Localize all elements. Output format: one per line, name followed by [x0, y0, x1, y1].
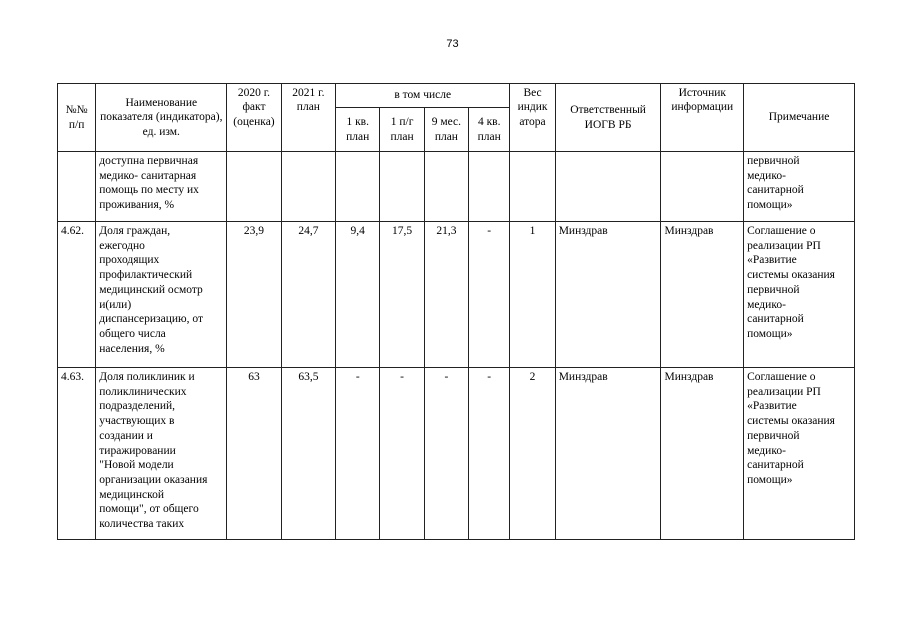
row-source: Минздрав	[661, 222, 744, 368]
header-h1: 1 п/г план	[380, 108, 424, 152]
row-plan-2021: 24,7	[281, 222, 335, 368]
row-source	[661, 152, 744, 222]
row-plan-2021	[281, 152, 335, 222]
row-weight: 2	[510, 368, 555, 540]
row-responsible: Минздрав	[555, 368, 661, 540]
header-including: в том числе	[336, 84, 510, 108]
header-9m: 9 мес. план	[424, 108, 468, 152]
header-source: Источник информации	[661, 84, 744, 152]
row-9m: -	[424, 368, 468, 540]
row-weight	[510, 152, 555, 222]
row-note: Соглашение о реализации РП «Развитие системы оказания первичной медико- санитарной помощи»	[744, 368, 855, 540]
row-9m	[424, 152, 468, 222]
header-responsible: Ответственный ИОГВ РБ	[555, 84, 661, 152]
header-weight: Вес индик атора	[510, 84, 555, 152]
row-note: Соглашение о реализации РП «Развитие системы оказания первичной медико- санитарной помощи»	[744, 222, 855, 368]
row-q4: -	[469, 222, 510, 368]
row-fact-2020: 63	[227, 368, 281, 540]
header-name: Наименование показателя (индикатора), ед. изм.	[96, 84, 227, 152]
row-plan-2021: 63,5	[281, 368, 335, 540]
row-9m: 21,3	[424, 222, 468, 368]
row-num	[58, 152, 96, 222]
indicator-table	[57, 83, 855, 540]
row-q4: -	[469, 368, 510, 540]
table-row	[58, 222, 855, 368]
row-name: Доля поликлиник и поликлинических подразделений, участвующих в создании и тиражировании "Новой модели организации оказания медицинской помощи", от общего количества таких	[96, 368, 227, 540]
header-q4: 4 кв. план	[469, 108, 510, 152]
row-h1: -	[380, 368, 424, 540]
row-fact-2020	[227, 152, 281, 222]
header-q1: 1 кв. план	[336, 108, 380, 152]
row-h1	[380, 152, 424, 222]
row-num: 4.63.	[58, 368, 96, 540]
row-q1: 9,4	[336, 222, 380, 368]
row-responsible	[555, 152, 661, 222]
row-weight: 1	[510, 222, 555, 368]
header-num: №№ п/п	[58, 84, 96, 152]
page-number: 73	[446, 38, 459, 50]
header-note: Примечание	[744, 84, 855, 152]
header-fact-2020: 2020 г. факт (оценка)	[227, 84, 281, 152]
table-row	[58, 368, 855, 540]
row-note: первичной медико- санитарной помощи»	[744, 152, 855, 222]
row-num: 4.62.	[58, 222, 96, 368]
row-source: Минздрав	[661, 368, 744, 540]
table-row	[58, 152, 855, 222]
row-fact-2020: 23,9	[227, 222, 281, 368]
header-plan-2021: 2021 г. план	[281, 84, 335, 152]
row-q1: -	[336, 368, 380, 540]
row-name: доступна первичная медико- санитарная помощь по месту их проживания, %	[96, 152, 227, 222]
row-q1	[336, 152, 380, 222]
row-q4	[469, 152, 510, 222]
row-responsible: Минздрав	[555, 222, 661, 368]
row-h1: 17,5	[380, 222, 424, 368]
row-name: Доля граждан, ежегодно проходящих профилактический медицинский осмотр и(или) диспансеризацию, от общего числа населения, %	[96, 222, 227, 368]
